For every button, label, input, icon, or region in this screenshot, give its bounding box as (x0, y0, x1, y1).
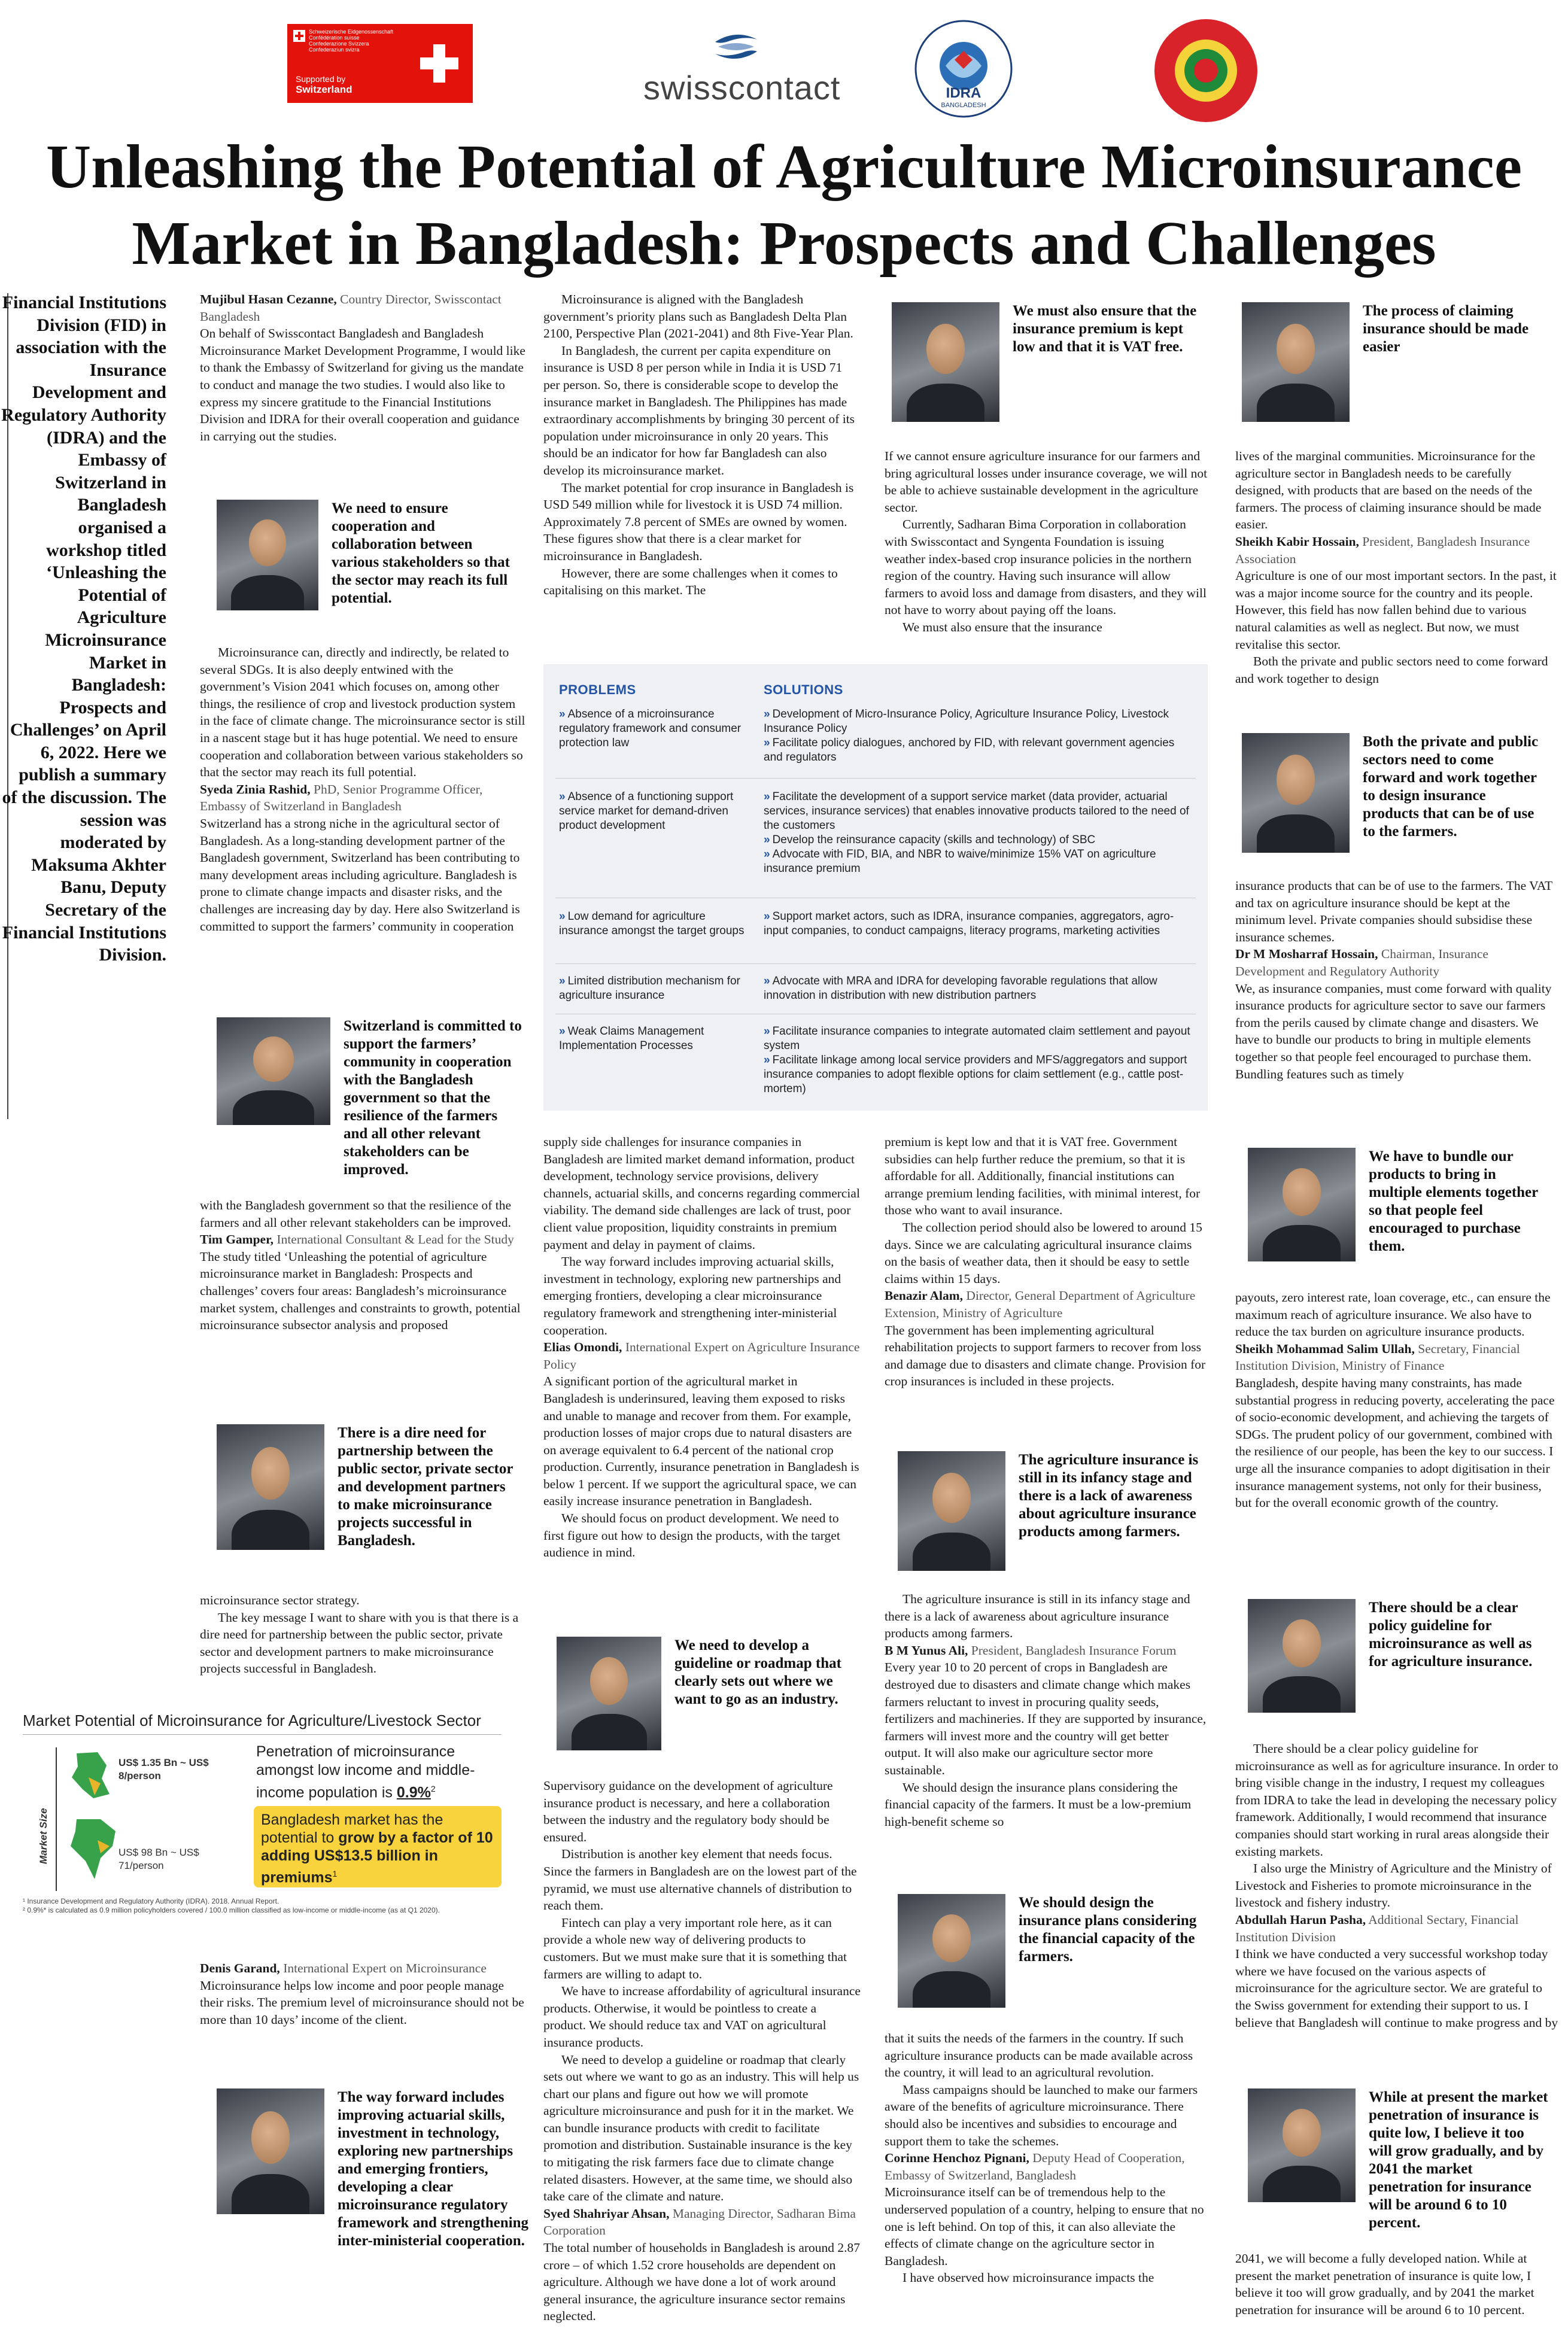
paragraph: with the Bangladesh government so that the resilience of the farmers and all other relevant stakeholders can be improved. (200, 1198, 512, 1230)
swisscontact-logo (643, 29, 841, 113)
paragraph: The collection period should also be lowered to around 15 days. Since we are calculating agricultural insurance claims on the basis of weather data, then it should be easy to settle claims within 15 days. (885, 1220, 1202, 1286)
pull-quote (217, 500, 522, 610)
speaker-corinne: Corinne Henchoz Pignani, Deputy Head of Cooperation, Embassy of Switzerland, Bangladesh (885, 2151, 1185, 2182)
idra-name: IDRA (946, 85, 981, 101)
intro-text: Financial Institutions Division (FID) in association with the Insurance Development and Regulatory Authority (IDRA) and the Embassy of Switzerland in Bangladesh organised a workshop titled ‘Unleashing the Potential of Agriculture Microinsurance Market in Bangladesh: Prospects and Challenges’ on April 6, 2022. Here we publish a summary of the discussion. The session was moderated by Maksuma Akhter Banu, Deputy Secretary of the Financial Institutions Division. (1, 293, 166, 965)
column-3-top (885, 448, 1208, 636)
pull-quote-text: Both the private and public sectors need to come forward and work together to design insurance products that can be of use to the farmers. (1363, 734, 1539, 840)
paragraph: insurance products that can be of use to the farmers. The VAT and tax on agriculture insurance should be kept at the minimum level. Private companies should subsidise these insurance schemes. (1235, 878, 1552, 944)
paragraph: We should focus on product development. We need to first figure out how to design the products, with the target audience in mind. (543, 1511, 840, 1560)
swisscontact-swirl-icon (703, 29, 769, 65)
pull-quote (898, 1451, 1209, 1571)
paragraph: We must also ensure that the insurance (902, 619, 1102, 634)
column-2-top (543, 291, 861, 599)
paragraph: Microinsurance helps low income and poor people manage their risks. The premium level of microinsurance should not be more than 10 days’ income of the client. (200, 1978, 524, 2027)
paragraph: There should be a clear policy guideline for microinsurance as well as for agriculture insurance. In order to bring visible change in the industry, I request my colleagues from IDRA to take the lead in developing the necessary policy framework. Additionally, I would recommend that insurance companies should start working in rural areas alongside their existing markets. (1235, 1741, 1558, 1859)
solution-cell: » Facilitate insurance companies to integrate automated claim settlement and payout system » Facilitate linkage among local service providers and MFS/aggregators and support insurance companies to adopt flexible options for claim settlement (e.g., cattle post-mortem) (764, 1025, 1190, 1095)
pull-quote (217, 2088, 534, 2250)
solution-cell: » Development of Micro-Insurance Policy, Agriculture Insurance Policy, Livestock Insurance Policy » Facilitate policy dialogues, anchored by FID, with relevant government agencies and regulators (764, 708, 1175, 764)
paragraph: The market potential for crop insurance in Bangladesh is USD 549 million while for livestock it is USD 74 million. Approximately 7.8 percent of SMEs are owned by women. These figures show that there is a clear market for microinsurance in Bangladesh. (543, 480, 854, 563)
speaker-photo (217, 2088, 324, 2214)
speaker-yunus: B M Yunus Ali, President, Bangladesh Insurance Forum (885, 1643, 1177, 1658)
pull-quote-text: We have to bundle our products to bring in multiple elements together so that people feel encouraged to purchase them. (1369, 1148, 1538, 1254)
problem-cell: » Weak Claims Management Implementation Processes (559, 1025, 704, 1052)
pull-quote-text: The process of claiming insurance should be made easier (1363, 303, 1529, 355)
market-potential-infographic (23, 1711, 502, 1933)
idra-country: BANGLADESH (941, 102, 986, 109)
column-1-end (200, 1592, 526, 1677)
column-3-mid (885, 1591, 1208, 1830)
idra-logo (913, 18, 1014, 120)
speaker-syed: Syed Shahriyar Ahsan, Managing Director, Sadharan Bima Corporation (543, 2206, 856, 2238)
pull-quote (892, 302, 1203, 422)
column-1-bottom (200, 1960, 526, 2028)
paragraph: premium is kept low and that it is VAT free. Government subsidies can help further reduce the premium, so that it is affordable for all. Additionally, financial institutions can arrange premium lending facilities, with minimal interest, for those who want to avail insurance. (885, 1135, 1201, 1218)
pull-quote (1248, 2088, 1553, 2232)
column-1-lower (200, 1197, 526, 1334)
pull-quote-text: While at present the market penetration of insurance is quite low, I believe it too will grow gradually, and by 2041 the market penetration for insurance will be around 6 to 10 percent. (1369, 2089, 1548, 2231)
pull-quote (217, 1424, 522, 1550)
speaker-mujibul: Mujibul Hasan Cezanne, Country Director, Swisscontact Bangladesh (200, 292, 502, 324)
column-4-d (1235, 1740, 1558, 2031)
headline-line-2: Market in Bangladesh: Prospects and Challenges (132, 209, 1436, 278)
pull-quote (1248, 1148, 1553, 1261)
column-3-bottom (885, 2030, 1208, 2287)
speaker-photo (892, 302, 999, 422)
paragraph: microinsurance sector strategy. (200, 1593, 360, 1607)
problem-cell: » Absence of a microinsurance regulatory framework and consumer protection law (559, 708, 742, 749)
paragraph: Currently, Sadharan Bima Corporation in collaboration with Swisscontact and Syngenta Foundation is issuing weather index-based crop insurance policies in the northern region of the country. Having such insurance will allow farmers to avoid loss and damage from disasters, and they will not have to worry about paying off the loans. (885, 517, 1207, 618)
paragraph: The key message I want to share with you is that there is a dire need for partnership between the public sector, private sector and development partners to make microinsurance projects successful in Bangladesh. (200, 1610, 519, 1676)
pull-quote-text: Switzerland is committed to support the farmers’ community in cooperation with the Bangladesh government so that the resilience of the farmers and all other relevant stakeholders can be improved. (344, 1018, 522, 1178)
government-seal-icon (1152, 17, 1260, 124)
speaker-mosharraf: Dr M Mosharraf Hossain, Chairman, Insurance Development and Regulatory Authority (1235, 947, 1488, 978)
paragraph: Mass campaigns should be launched to make our farmers aware of the benefits of agriculture microinsurance. There should also be incentives and subsidies to encourage and support them to take the schemes. (885, 2082, 1198, 2148)
column-1-top (200, 291, 526, 445)
pull-quote-text: We need to ensure cooperation and collaboration between various stakeholders so that the sector may reach its full potential. (332, 500, 510, 606)
headline-line-1: Unleashing the Potential of Agriculture Microinsurance (46, 132, 1522, 201)
paragraph: The total number of households in Bangladesh is around 2.87 crore – of which 1.52 crore households are dependent on agriculture. Although we have done a lot of work around general insurance, the agriculture insurance sector remains neglected. (543, 2240, 861, 2324)
speaker-photo (217, 500, 318, 610)
swisscontact-wordmark: swisscontact (643, 69, 841, 107)
paragraph: Microinsurance itself can be of tremendous help to the underserved population of a country, helping to ensure that no one is left behind. On top of this, it can also alleviate the effects of climate change on the agriculture sector in Bangladesh. (885, 2185, 1204, 2268)
paragraph: I also urge the Ministry of Agriculture and the Ministry of Livestock and Fisheries to promote microinsurance in the livestock and fishery industry. (1235, 1861, 1552, 1910)
paragraph: The agriculture insurance is still in its infancy stage and there is a lack of awareness about agriculture insurance products among farmers. (885, 1592, 1190, 1641)
speaker-photo (1248, 2088, 1356, 2202)
growth-callout: Bangladesh market has the potential to grow by a factor of 10 adding US$13.5 billion in premiums$^1$ (254, 1806, 502, 1887)
problems-solutions-table (543, 664, 1208, 1111)
speaker-benazir: Benazir Alam, Director, General Department of Agriculture Extension, Ministry of Agriculture (885, 1288, 1196, 1320)
paragraph: lives of the marginal communities. Microinsurance for the agriculture sector in Bangladesh needs to be carefully designed, with products that are based on the needs of the farmers. The process of claiming insurance should be made easier. (1235, 449, 1542, 532)
pull-quote-text: We need to develop a guideline or roadmap that clearly sets out where we want to go as an industry. (674, 1637, 841, 1707)
solution-cell: » Support market actors, such as IDRA, insurance companies, aggregators, agro-input companies, to conduct campaigns, literacy programs, marketing activities (764, 910, 1174, 937)
paragraph: 2041, we will become a fully developed nation. While at present the market penetration of insurance is quite low, I believe it too will grow gradually, and by 2041 the market penetration for insurance will be around 6 to 10 percent. (1235, 2251, 1534, 2317)
paragraph: On behalf of Swisscontact Bangladesh and Bangladesh Microinsurance Market Development Programme, I would like to thank the Embassy of Switzerland for giving us the mandate to conduct and manage the two studies. I would also like to express my sincere gratitude to the Financial Institutions Division and IDRA for their overall cooperation and guidance in carrying out the studies. (200, 326, 525, 443)
paragraph: Microinsurance can, directly and indirectly, be related to several SDGs. It is also deeply entwined with the government’s Vision 2041 which focuses on, among other things, the resilience of crop and livestock production system in the face of climate change. The microinsurance sector is still in a nascent stage but it has huge potential. We need to ensure cooperation and collaboration between various stakeholders so that the sector may reach its full potential. (200, 645, 525, 780)
paragraph: Switzerland has a strong niche in the agricultural sector of Bangladesh. As a long-standing development partner of the Bangladesh government, Switzerland has been contributing to many development areas including agriculture. Bangladesh is prone to climate change impacts and disaster risks, and the challenges are increasing day by day. Here also Switzerland is committed to support the farmers’ community in cooperation (200, 816, 520, 934)
footnote-2: ² 0.9%* is calculated as 0.9 million policyholders covered / 100.0 million classified as low-income or middle-income (as at Q1 2020). (23, 1906, 440, 1914)
swiss-cross-icon (413, 37, 466, 90)
paragraph: I think we have conducted a very successful workshop today where we have focused on the various aspects of microinsurance for the agriculture sector. We are grateful to the Swiss government for extending their support to us. I believe that Bangladesh will continue to make progress and by (1235, 1947, 1558, 2030)
pull-quote-text: There is a dire need for partnership between the public sector, private sector and development partners to make microinsurance projects successful in Bangladesh. (338, 1425, 513, 1549)
speaker-kabir: Sheikh Kabir Hossain, President, Bangladesh Insurance Association (1235, 534, 1530, 566)
india-market-value: US$ 98 Bn ~ US$ 71/person (118, 1847, 199, 1871)
column-4-a (1235, 448, 1558, 687)
bangladesh-government-logo (1152, 17, 1260, 124)
solution-cell: » Advocate with MRA and IDRA for developing favorable regulations that allow innovation in distribution with new distribution partners (764, 975, 1157, 1002)
axis-line (56, 1747, 57, 1891)
pull-quote (1248, 1599, 1553, 1713)
paragraph: Agriculture is one of our most important sectors. In the past, it was a major income source for the country and its people. However, this field has now fallen behind due to various natural calamities as well as neglect. But now, we must revitalise this sector. (1235, 568, 1557, 652)
paragraph: If we cannot ensure agriculture insurance for our farmers and bring agricultural losses under insurance coverage, we will not be able to achieve sustainable development in the agriculture sector. (885, 449, 1208, 515)
paragraph: The study titled ‘Unleashing the potential of agriculture microinsurance market in Bangladesh: Prospects and challenges’ covers four areas: Bangladesh’s microinsurance market system, challenges and constraints to growth, potential microinsurance subsector analysis and proposed (200, 1249, 521, 1333)
column-2-bottom (543, 1777, 861, 2325)
speaker-photo (1242, 302, 1350, 422)
paragraph: However, there are some challenges when it comes to capitalising on this market. The (543, 566, 838, 598)
switzerland-label: Switzerland (296, 84, 353, 95)
paragraph: Supervisory guidance on the development of agriculture insurance product is necessary, and here a collaboration between the industry and the regulatory body should be ensured. (543, 1779, 833, 1844)
paragraph: We have to increase affordability of agricultural insurance products. Otherwise, it would be pointless to create a product. We should reduce tax and VAT on agricultural insurance products. (543, 1984, 861, 2050)
pull-quote-text: There should be a clear policy guideline for microinsurance as well as for agriculture insurance. (1369, 1600, 1533, 1670)
speaker-photo (898, 1894, 1005, 2008)
pull-quote (1242, 302, 1553, 422)
market-size-axis-label: Market Size (38, 1808, 49, 1864)
infographic-rule (23, 1734, 502, 1735)
swiss-confederation-logo (287, 24, 473, 103)
speaker-syeda: Syeda Zinia Rashid, PhD, Senior Programme Officer, Embassy of Switzerland in Bangladesh (200, 782, 483, 814)
speaker-photo (557, 1637, 661, 1750)
speaker-photo (217, 1424, 324, 1550)
problem-cell: » Low demand for agriculture insurance amongst the target groups (559, 910, 745, 937)
solutions-header: SOLUTIONS (764, 682, 843, 697)
paragraph: The way forward includes improving actuarial skills, investment in technology, exploring new partnerships and emerging frontiers, developing a clear microinsurance regulatory framework and strengthening inter-ministerial cooperation. (543, 1254, 841, 1337)
bangladesh-market-value: US$ 1.35 Bn ~ US$ 8/person (118, 1757, 209, 1781)
paragraph: Distribution is another key element that needs focus. Since the farmers in Bangladesh are on the lowest part of the pyramid, we must use alternative channels of distribution to reach them. (543, 1847, 857, 1913)
problems-header: PROBLEMS (559, 682, 636, 697)
speaker-denis: Denis Garand, International Expert on Microinsurance (200, 1961, 487, 1975)
column-4-b (1235, 877, 1558, 1083)
pull-quote (898, 1894, 1209, 2008)
paragraph: Every year 10 to 20 percent of crops in Bangladesh are destroyed due to disasters and climate change which makes farmers reluctant to invest in procuring quality seeds, fertilizers and machineries. If they are supported by insurance, farmers will invest more and the country will get better output. It will also make our agriculture sector more sustainable. (885, 1660, 1207, 1777)
supported-by-label: Supported by (296, 74, 346, 84)
pull-quote-text: The agriculture insurance is still in its infancy stage and there is a lack of awareness about agriculture insurance products among farmers. (1019, 1452, 1199, 1540)
problem-cell: » Limited distribution mechanism for agriculture insurance (559, 975, 740, 1002)
bangladesh-map-icon (65, 1747, 118, 1801)
paragraph: Fintech can play a very important role here, as it can provide a whole new way of delivering products to customers. But we must make sure that it is something that farmers are willing to adapt to. (543, 1915, 847, 1981)
speaker-tim: Tim Gamper, International Consultant & Lead for the Study (200, 1232, 514, 1247)
row-divider (555, 963, 1196, 964)
swiss-cross-small-icon (293, 30, 305, 42)
paragraph: We need to develop a guideline or roadmap that clearly sets out where we want to go as an industry. This will help us chart our plans and figure out how we will promote agriculture microinsurance and push for it in the market. We can bundle insurance products with credit to facilitate promotion and distribution. Sustainable insurance is the key to mitigating the risk farmers face due to climate change related disasters. However, at the same time, we should also take care of the climate and nature. (543, 2052, 859, 2204)
paragraph: Both the private and public sectors need to come forward and work together to design (1235, 654, 1548, 686)
speaker-photo (217, 1017, 330, 1125)
paragraph: that it suits the needs of the farmers in the country. If such agriculture insurance products can be made available across the country, it will lead to an agricultural revolution. (885, 2031, 1193, 2080)
column-2-lower (543, 1133, 861, 1561)
row-divider (555, 778, 1196, 779)
problem-cell: » Absence of a functioning support service market for demand-driven product development (559, 791, 734, 832)
paragraph: A significant portion of the agricultural market in Bangladesh is underinsured, leaving them exposed to risks and unable to manage and recover from them. For example, production losses of major crops due to natural disasters are on average equivalent to 6.4 percent of the national crop production. Currently, insurance penetration in Bangladesh is below 1 percent. If we support the agricultural space, we can easily increase insurance penetration in Bangladesh. (543, 1374, 859, 1509)
speaker-salim: Sheikh Mohammad Salim Ullah, Secretary, Financial Institution Division, Ministry of Finance (1235, 1341, 1520, 1373)
penetration-text: Penetration of microinsurance amongst low income and middle-income population is 0.9%$^2$ (256, 1743, 475, 1801)
speaker-pasha: Abdullah Harun Pasha, Additional Sectary, Financial Institution Division (1235, 1912, 1519, 1944)
speaker-photo (898, 1451, 1005, 1571)
pull-quote-text: The way forward includes improving actuarial skills, investment in technology, exploring new partnerships and emerging frontiers, developing a clear microinsurance regulatory framework and strengthening inter-ministerial cooperation. (338, 2089, 528, 2249)
footnote-1: ¹ Insurance Development and Regulatory Authority (IDRA). 2018. Annual Report. (23, 1897, 279, 1905)
paragraph: payouts, zero interest rate, loan coverage, etc., can ensure the maximum reach of agriculture insurance. We also have to reduce the tax burden on agriculture insurance products. (1235, 1290, 1551, 1339)
india-map-icon (65, 1816, 124, 1882)
speaker-photo (1242, 733, 1350, 853)
headline (0, 129, 1568, 282)
infographic-title: Market Potential of Microinsurance for Agriculture/Livestock Sector (23, 1711, 481, 1729)
pull-quote (557, 1637, 856, 1750)
column-1-mid (200, 644, 526, 935)
pull-quote-text: We must also ensure that the insurance premium is kept low and that it is VAT free. (1013, 303, 1197, 355)
paragraph: Microinsurance is aligned with the Bangladesh government’s priority plans such as Bangladesh Delta Plan 2100, Perspective Plan (2021-2041) and 8th Five-Year Plan. (543, 292, 853, 341)
solution-cell: » Facilitate the development of a support service market (data provider, actuarial services, insurance services) that enables innovative products tailored to the need of the customers » Develop the reinsurance capacity (skills and technology) of SBC » Advocate with FID, BIA, and NBR to waive/minimize 15% VAT on agriculture insurance premium (764, 791, 1189, 875)
paragraph: We should design the insurance plans considering the financial capacity of the farmers. It must be a low-premium high-benefit scheme so (885, 1780, 1192, 1829)
paragraph: We, as insurance companies, must come forward with quality insurance products for agriculture sector to save our farmers from the perils caused by climate change and disasters. We have to bundle our products to bring in multiple elements together so that people feel encouraged to purchase them. Bundling features such as timely (1235, 981, 1552, 1081)
paragraph: Bangladesh, despite having many constraints, has made substantial progress in reducing poverty, accelerating the pace of socio-economic development, and achieving the targets of SDGs. The prudent policy of our government, combined with the resilience of our people, has been the key to our success. I urge all the insurance companies to adopt digitisation in their insurance management systems, not only for their business, but for the overall economic growth of the country. (1235, 1375, 1555, 1510)
swiss-confederation-text: Schweizerische Eidgenossenschaft Confédération suisse Confederazione Svizzera Confederaziun svizra (309, 29, 394, 53)
column-4-c (1235, 1289, 1558, 1512)
paragraph: supply side challenges for insurance companies in Bangladesh are limited market demand information, product development, technology service provisions, delivery channels, actuarial skills, and concerns regarding commercial viability. The demand side challenges are lack of trust, poor client value proposition, liquidity constraints in premium payment and delay in payment of claims. (543, 1135, 860, 1252)
paragraph: I have observed how microinsurance impacts the (902, 2270, 1154, 2285)
pull-quote-text: We should design the insurance plans considering the financial capacity of the farmers. (1019, 1895, 1197, 1965)
column-3-lower (885, 1133, 1208, 1390)
paragraph: The government has been implementing agricultural rehabilitation projects to support farmers to recover from loss and damage due to disasters and climate change. Provision for crop insurances is included in these projects. (885, 1323, 1206, 1389)
speaker-photo (1248, 1599, 1356, 1713)
speaker-elias: Elias Omondi, International Expert on Agriculture Insurance Policy (543, 1340, 860, 1372)
paragraph: In Bangladesh, the current per capita expenditure on insurance is USD 8 per person while in India it is USD 71 per person. So, there is considerable scope to develop the insurance market in Bangladesh. The Philippines has made extraordinary accomplishments by bringing 30 percent of its population under microinsurance in only 20 years. This should be an indicator for how far Bangladesh can also develop its microinsurance market. (543, 343, 855, 478)
pull-quote (217, 1017, 522, 1179)
column-4-e (1235, 2250, 1558, 2318)
speaker-photo (1248, 1148, 1356, 1261)
pull-quote (1242, 733, 1553, 853)
